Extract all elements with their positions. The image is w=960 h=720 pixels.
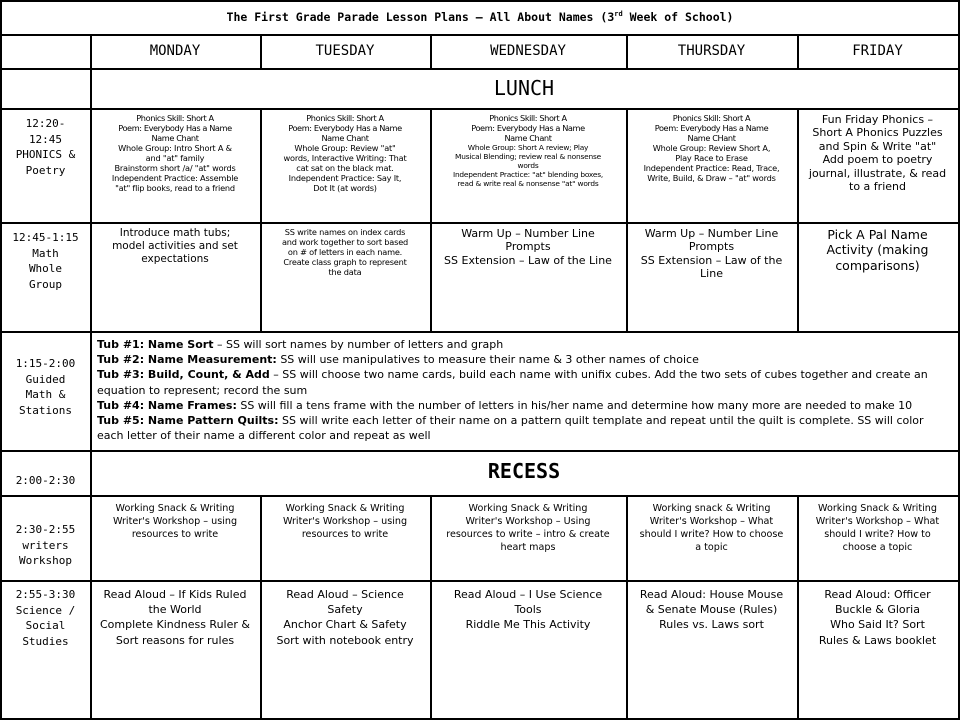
math-monday: Introduce math tubs; model activities and set expectations <box>112 227 238 265</box>
writers-tuesday: Working Snack & Writing Writer's Workshop – using resources to write <box>282 503 408 540</box>
grid-line <box>0 718 960 720</box>
grid-line <box>958 0 960 720</box>
math-tuesday: SS write names on index cards and work together to sort based on # of letters in each name. Create class graph to represent the data <box>281 227 409 277</box>
science-tuesday: Read Aloud – Science Safety Anchor Chart & Safety Sort with notebook entry <box>276 588 414 647</box>
day-header-thursday: THURSDAY <box>677 42 746 59</box>
writers-friday: Working Snack & Writing Writer's Workshop – What should I write? How to choose a topic <box>815 503 940 553</box>
science-thursday: Read Aloud: House Mouse & Senate Mouse (Rules) Rules vs. Laws sort <box>639 588 784 632</box>
day-header-friday: FRIDAY <box>852 42 903 59</box>
page-title: The First Grade Parade Lesson Plans – All About Names (3rd Week of School) <box>226 10 734 25</box>
math-friday: Pick A Pal Name Activity (making comparisons) <box>826 227 929 273</box>
tub-item: Tub #4: Name Frames: SS will fill a tens frame with the number of letters in his/her name and determine how many more are needed to make 10 <box>97 398 913 412</box>
writers-wednesday: Working Snack & Writing Writer's Workshop – Using resources to write – intro & create heart maps <box>446 503 610 553</box>
tub-item: Tub #1: Name Sort – SS will sort names by number of letters and graph <box>97 338 504 351</box>
tub-item: Tub #3: Build, Count, & Add – SS will choose two name cards, build each name with unifix cubes. Add the two sets of cubes together and create an equation to represent; record the sum <box>97 368 928 397</box>
writers-thursday: Working snack & Writing Writer's Workshop – What should I write? How to choose a topic <box>639 503 784 553</box>
phonics-friday: Fun Friday Phonics – Short A Phonics Puzzles and Spin & Write "at" Add poem to poetry journal, illustrate, & read to a friend <box>808 113 947 194</box>
recess-banner: RECESS <box>487 458 561 483</box>
lunch-banner: LUNCH <box>493 76 555 101</box>
writers-monday: Working Snack & Writing Writer's Workshop – using resources to write <box>112 503 238 540</box>
time-label-phonics: 12:20- 12:45 PHONICS & Poetry <box>15 117 76 177</box>
day-header-tuesday: TUESDAY <box>315 42 375 59</box>
time-label-recess: 2:00-2:30 <box>15 473 76 487</box>
time-label-science: 2:55-3:30 Science / Social Studies <box>15 588 76 648</box>
math-thursday: Warm Up – Number Line Prompts SS Extension – Law of the Line <box>640 227 783 281</box>
time-label-stations: 1:15-2:00 Guided Math & Stations <box>15 357 76 417</box>
phonics-tuesday: Phonics Skill: Short A Poem: Everybody Has a Name Name Chant Whole Group: Review "at" words, Interactive Writing: That cat sat on the black mat. Independent Practice: Say It, Dot It (at words) <box>283 113 407 193</box>
time-label-math: 12:45-1:15 Math Whole Group <box>12 231 79 291</box>
day-header-wednesday: WEDNESDAY <box>490 42 566 59</box>
time-label-writers: 2:30-2:55 writers Workshop <box>15 523 76 568</box>
phonics-thursday: Phonics Skill: Short A Poem: Everybody Has a Name Name CHant Whole Group: Review Short A, Play Race to Erase Independent Practice: Read, Trace, Write, Build, & Draw – "at" words <box>643 113 780 183</box>
math-tubs-list <box>91 332 958 450</box>
tub-item: Tub #2: Name Measurement: SS will use manipulatives to measure their name & 3 other names of choice <box>97 353 699 367</box>
science-monday: Read Aloud – If Kids Ruled the World Complete Kindness Ruler & Sort reasons for rules <box>100 588 250 647</box>
phonics-wednesday: Phonics Skill: Short A Poem: Everybody Has a Name Name Chant Whole Group: Short A review; Play Musical Blending; review real & nonsense words Independent Practice: "at" blending boxes, read & write real & nonsense "at" words <box>452 113 604 189</box>
day-header-monday: MONDAY <box>149 42 201 59</box>
science-friday: Read Aloud: Officer Buckle & Gloria Who Said It? Sort Rules & Laws booklet <box>818 588 937 647</box>
science-wednesday: Read Aloud – I Use Science Tools Riddle Me This Activity <box>453 588 603 632</box>
tub-item: Tub #5: Name Pattern Quilts: SS will write each letter of their name on a pattern quilt template and repeat until the quilt is complete. SS will color each letter of their name a different color and repeat as well <box>97 413 924 443</box>
math-wednesday: Warm Up – Number Line Prompts SS Extension – Law of the Line <box>444 227 612 267</box>
phonics-monday: Phonics Skill: Short A Poem: Everybody Has a Name Name Chant Whole Group: Intro Short A & and "at" family Brainstorm short /a/ "at" words Independent Practice: Assemble "at" flip books, read to a friend <box>111 113 239 193</box>
